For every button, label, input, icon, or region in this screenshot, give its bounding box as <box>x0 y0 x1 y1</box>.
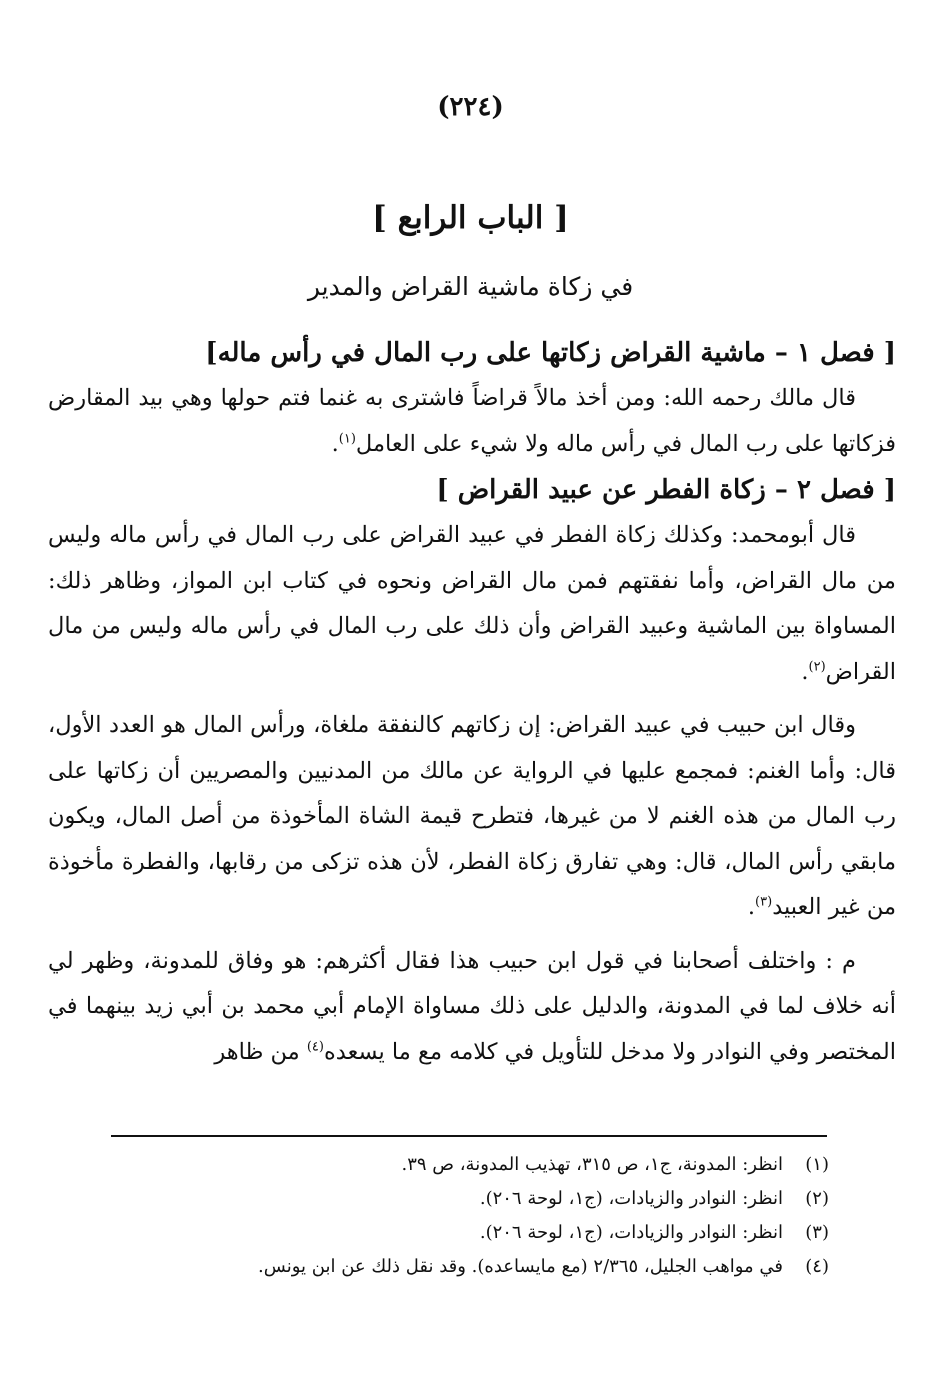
footnote-divider <box>111 1135 827 1137</box>
footnote-number: (٢) <box>805 1188 829 1209</box>
paragraph-text: م : واختلف أصحابنا في قول ابن حبيب هذا فقال أكثرهم: هو وفاق للمدونة، وظهر لي أنه خلاف لما في المدونة، والدليل على ذلك مساواة الإمام أبي محمد بن أبي زيد بينهما في المختصر وفي النوادر ولا مدخل للتأويل في كلامه مع ما يسعده <box>48 947 896 1065</box>
chapter-title: [ الباب الرابع ] <box>372 200 569 236</box>
paragraph-text: وقال ابن حبيب في عبيد القراض: إن زكاتهم كالنفقة ملغاة، ورأس المال هو العدد الأول، قال: وأما الغنم: فمجمع عليها في الرواية عن مالك من المدنيين والمصريين أن زكاتها على رب المال من هذه الغنم لا من غيرها، فتطرح قيمة الشاة المأخوذة من أصل المال، ويكون مابقي رأس المال، قال: وهي تفارق زكاة الفطر، لأن هذه تزكى من رقابها، والفطرة مأخوذة من غير العبيد <box>48 712 896 920</box>
footnote-ref[interactable]: (٣) <box>755 894 773 910</box>
footnote-text: انظر: النوادر والزيادات، (ج١، لوحة ٢٠٦). <box>479 1222 783 1243</box>
page-number: (٢٢٤) <box>437 92 504 122</box>
chapter-subtitle: في زكاة ماشية القراض والمدير <box>307 272 634 301</box>
footnote-number: (٤) <box>805 1256 829 1277</box>
footnotes <box>89 1148 829 1284</box>
footnote-number: (٣) <box>805 1222 829 1243</box>
section-heading: [ فصل ٢ – زكاة الفطر عن عبيد القراض ] <box>436 475 896 505</box>
section-heading: [ فصل ١ – ماشية القراض زكاتها على رب المال في رأس ماله] <box>205 338 896 368</box>
footnote-ref[interactable]: (٢) <box>808 659 826 674</box>
paragraph <box>48 376 896 467</box>
paragraph <box>48 939 896 1076</box>
paragraph-tail: من ظاهر <box>214 1038 307 1065</box>
footnote <box>89 1148 829 1182</box>
footnote <box>89 1250 829 1284</box>
footnote <box>89 1182 829 1216</box>
paragraph <box>48 513 896 695</box>
paragraph-text: قال مالك رحمه الله: ومن أخذ مالاً قراضاً فاشترى به غنما فتم حولها وهي بيد المقارض فزكاتها على رب المال في رأس ماله ولا شيء على العامل <box>48 385 896 457</box>
paragraph-tail: . <box>801 658 809 685</box>
body-text <box>48 330 896 1075</box>
footnote-number: (١) <box>805 1154 829 1175</box>
footnote-text: انظر: النوادر والزيادات، (ج١، لوحة ٢٠٦). <box>479 1188 783 1209</box>
footnote-text: انظر: المدونة، ج١، ص ٣١٥، تهذيب المدونة، ص ٣٩. <box>401 1154 783 1175</box>
paragraph <box>48 703 896 931</box>
paragraph-tail: . <box>331 430 339 457</box>
footnote-ref[interactable]: (٤) <box>306 1039 324 1054</box>
paragraph-tail: . <box>747 894 756 920</box>
footnote <box>89 1216 829 1250</box>
paragraph-text: قال أبومحمد: وكذلك زكاة الفطر في عبيد القراض على رب المال في رأس ماله وليس من مال القراض، وأما نفقتهم فمن مال القراض ونحوه في كتاب ابن المواز، وظاهر ذلك: المساواة بين الماشية وعبيد القراض وأن ذلك على رب المال في رأس ماله وليس من مال القراض <box>48 522 896 685</box>
footnote-ref[interactable]: (١) <box>338 431 356 446</box>
footnote-text: في مواهب الجليل، ٢/٣٦٥ (مع مايساعده). وقد نقل ذلك عن ابن يونس. <box>258 1256 783 1277</box>
